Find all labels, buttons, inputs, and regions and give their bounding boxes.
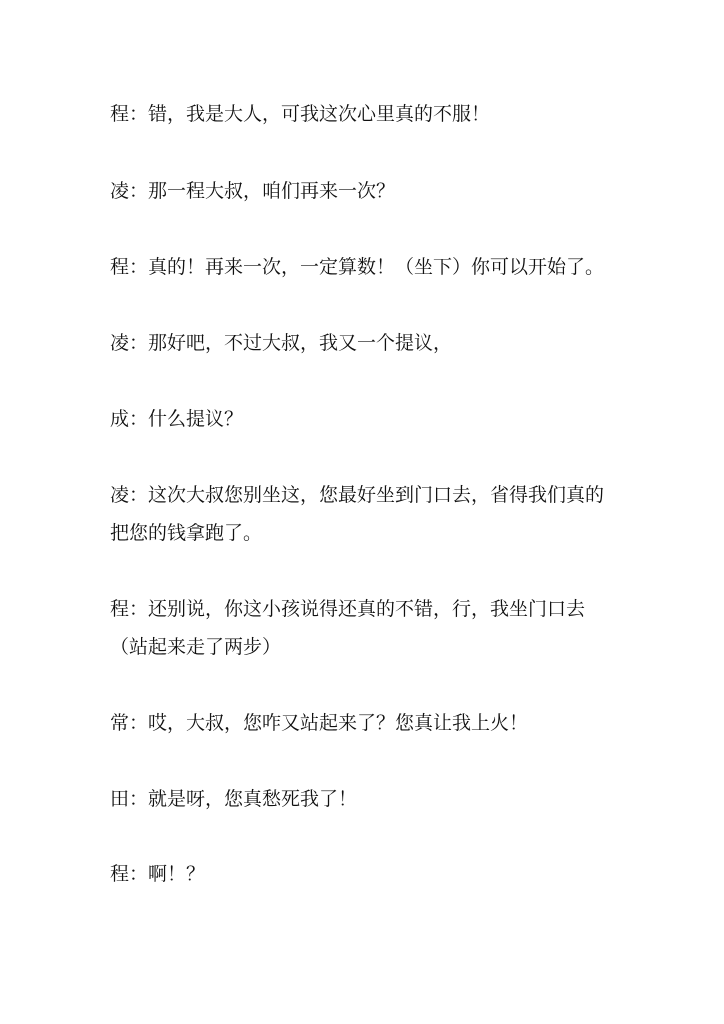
- dialogue-line: 凌：那好吧，不过大叔，我又一个提议，: [110, 332, 453, 354]
- dialogue-line: 程：啊！？: [110, 863, 206, 885]
- dialogue-line: 成：什么提议？: [110, 408, 244, 430]
- dialogue-line: 程：错，我是大人，可我这次心里真的不服！: [110, 103, 491, 125]
- dialogue-line: 凌：那一程大叔，咱们再来一次？: [110, 180, 396, 202]
- dialogue-line: 常：哎，大叔，您咋又站起来了？您真让我上火！: [110, 712, 529, 734]
- dialogue-line: 程：真的！再来一次，一定算数！（坐下）你可以开始了。: [110, 256, 605, 278]
- dialogue-line: 凌：这次大叔您别坐这，您最好坐到门口去，省得我们真的把您的钱拿跑了。: [110, 484, 605, 544]
- dialogue-line: 程：还别说，你这小孩说得还真的不错，行，我坐门口去（站起来走了两步）: [110, 598, 586, 658]
- dialogue-line: 田：就是呀，您真愁死我了！: [110, 788, 358, 810]
